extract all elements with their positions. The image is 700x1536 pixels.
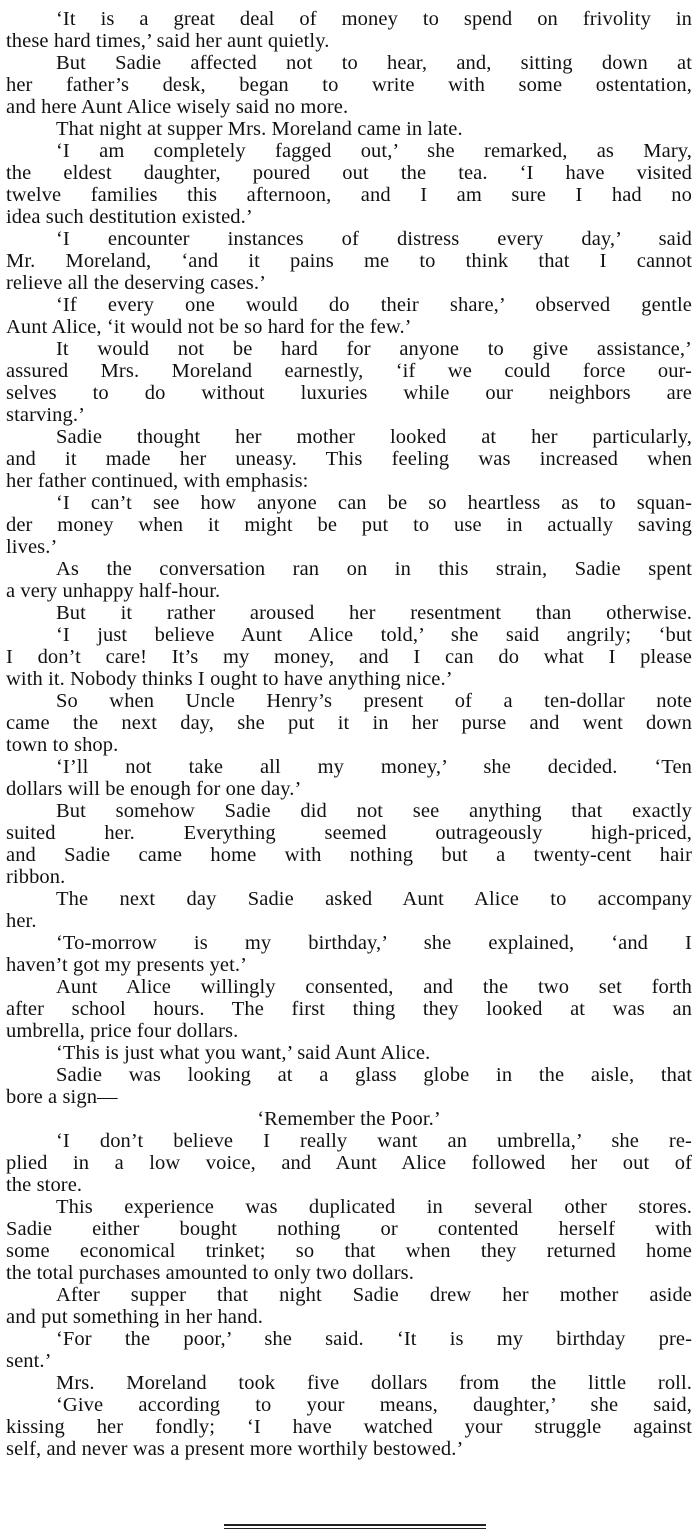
- text-line: ‘Remember the Poor.’: [257, 1108, 441, 1130]
- text-line: plied in a low voice, and Aunt Alice followed her out of: [6, 1152, 692, 1174]
- text-line: with it. Nobody thinks I ought to have anything nice.’: [6, 668, 453, 690]
- text-line: This experience was duplicated in several other stores.: [56, 1196, 692, 1218]
- text-line: umbrella, price four dollars.: [6, 1020, 239, 1042]
- text-line: ‘I am completely fagged out,’ she remarked, as Mary,: [56, 140, 692, 162]
- text-line: It would not be hard for anyone to give assistance,’: [56, 338, 692, 360]
- text-line: Aunt Alice, ‘it would not be so hard for the few.’: [6, 316, 412, 338]
- text-line: and it made her uneasy. This feeling was increased when: [6, 448, 692, 470]
- end-rule: [224, 1524, 486, 1529]
- text-line: ‘If every one would do their share,’ observed gentle: [56, 294, 692, 316]
- text-line: these hard times,’ said her aunt quietly.: [6, 30, 330, 52]
- text-line: assured Mrs. Moreland earnestly, ‘if we could force our-: [6, 360, 692, 382]
- text-line: ‘To-morrow is my birthday,’ she explained, ‘and I: [56, 932, 692, 954]
- text-line: haven’t got my presents yet.’: [6, 954, 248, 976]
- text-line: As the conversation ran on in this strain, Sadie spent: [56, 558, 692, 580]
- text-line: After supper that night Sadie drew her mother aside: [56, 1284, 692, 1306]
- text-line: ‘I encounter instances of distress every day,’ said: [56, 228, 692, 250]
- text-line: ‘I’ll not take all my money,’ she decided. ‘Ten: [56, 756, 692, 778]
- text-line: ‘This is just what you want,’ said Aunt Alice.: [56, 1042, 431, 1064]
- text-line: ribbon.: [6, 866, 66, 888]
- text-line: and put something in her hand.: [6, 1306, 263, 1328]
- text-line: self, and never was a present more worthily bestowed.’: [6, 1438, 464, 1460]
- text-line: the total purchases amounted to only two dollars.: [6, 1262, 414, 1284]
- text-line: lives.’: [6, 536, 58, 558]
- text-line: I don’t care! It’s my money, and I can do what I please: [6, 646, 692, 668]
- text-line: der money when it might be put to use in actually saving: [6, 514, 692, 536]
- text-line: ‘I just believe Aunt Alice told,’ she said angrily; ‘but: [56, 624, 692, 646]
- text-line: Mrs. Moreland took five dollars from the little roll.: [56, 1372, 692, 1394]
- text-line: and here Aunt Alice wisely said no more.: [6, 96, 349, 118]
- text-line: starving.’: [6, 404, 85, 426]
- text-line: idea such destitution existed.’: [6, 206, 253, 228]
- text-line: dollars will be enough for one day.’: [6, 778, 302, 800]
- text-line: ‘Give according to your means, daughter,’ she said,: [56, 1394, 692, 1416]
- text-line: sent.’: [6, 1350, 52, 1372]
- text-line: a very unhappy half-hour.: [6, 580, 221, 602]
- text-line: kissing her fondly; ‘I have watched your struggle against: [6, 1416, 692, 1438]
- text-line: suited her. Everything seemed outrageously high-priced,: [6, 822, 692, 844]
- text-line: ‘For the poor,’ she said. ‘It is my birthday pre-: [56, 1328, 692, 1350]
- text-line: Aunt Alice willingly consented, and the two set forth: [56, 976, 692, 998]
- text-line: But somehow Sadie did not see anything that exactly: [56, 800, 692, 822]
- text-line: the eldest daughter, poured out the tea. ‘I have visited: [6, 162, 692, 184]
- text-line: came the next day, she put it in her purse and went down: [6, 712, 692, 734]
- text-line: Sadie thought her mother looked at her particularly,: [56, 426, 692, 448]
- text-line: twelve families this afternoon, and I am sure I had no: [6, 184, 692, 206]
- text-line: after school hours. The first thing they looked at was an: [6, 998, 692, 1020]
- text-line: The next day Sadie asked Aunt Alice to accompany: [56, 888, 692, 910]
- text-line: So when Uncle Henry’s present of a ten-dollar note: [56, 690, 692, 712]
- text-line: her father continued, with emphasis:: [6, 470, 309, 492]
- text-line: her.: [6, 910, 37, 932]
- text-line: some economical trinket; so that when they returned home: [6, 1240, 692, 1262]
- article-text: [6, 8, 692, 1460]
- text-line: But Sadie affected not to hear, and, sitting down at: [56, 52, 692, 74]
- text-line: town to shop.: [6, 734, 119, 756]
- text-line: ‘It is a great deal of money to spend on frivolity in: [56, 8, 692, 30]
- text-line: the store.: [6, 1174, 83, 1196]
- text-line: Sadie either bought nothing or contented herself with: [6, 1218, 692, 1240]
- text-line: relieve all the deserving cases.’: [6, 272, 267, 294]
- text-line: selves to do without luxuries while our neighbors are: [6, 382, 692, 404]
- text-line: That night at supper Mrs. Moreland came in late.: [56, 118, 463, 140]
- text-line: ‘I don’t believe I really want an umbrella,’ she re-: [56, 1130, 692, 1152]
- text-line: bore a sign—: [6, 1086, 118, 1108]
- text-line: her father’s desk, began to write with some ostentation,: [6, 74, 692, 96]
- text-line: But it rather aroused her resentment than otherwise.: [56, 602, 692, 624]
- text-line: Mr. Moreland, ‘and it pains me to think that I cannot: [6, 250, 692, 272]
- text-line: Sadie was looking at a glass globe in the aisle, that: [56, 1064, 692, 1086]
- text-line: ‘I can’t see how anyone can be so heartless as to squan-: [56, 492, 692, 514]
- text-line: and Sadie came home with nothing but a twenty-cent hair: [6, 844, 692, 866]
